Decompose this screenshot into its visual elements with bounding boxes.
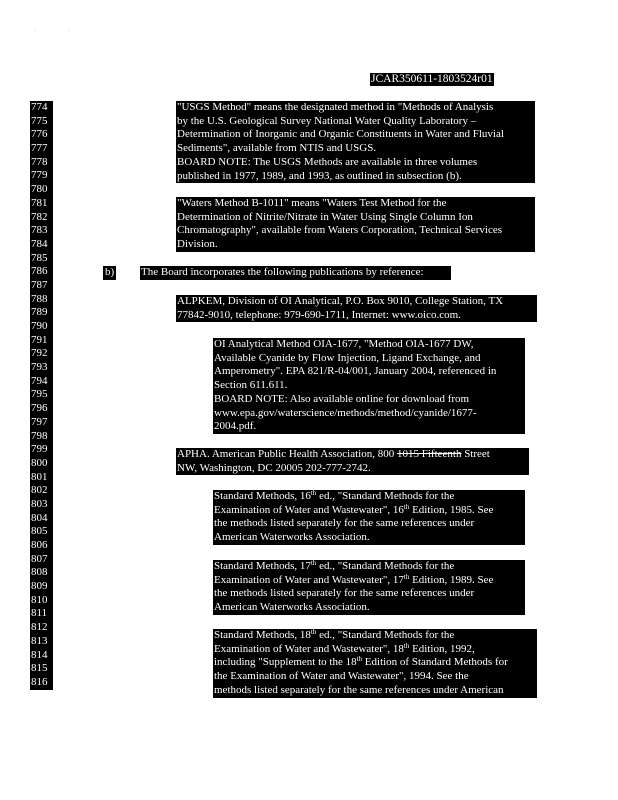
oi-method-entry bbox=[213, 338, 525, 434]
waters-method-definition bbox=[176, 197, 535, 252]
line-number: 806 bbox=[31, 539, 48, 551]
line-number: 805 bbox=[31, 525, 48, 538]
line-number: 801 bbox=[31, 470, 48, 483]
line-number: 803 bbox=[31, 497, 48, 510]
line-number: 793 bbox=[31, 361, 48, 374]
line-number: 775 bbox=[31, 114, 48, 127]
line-number: 791 bbox=[31, 333, 48, 346]
text-line: published in 1977, 1989, and 1993, as outlined in subsection (b). bbox=[177, 169, 462, 182]
standard-methods-18-entry bbox=[213, 629, 537, 698]
line-number: 795 bbox=[31, 388, 48, 401]
alpkem-entry bbox=[176, 295, 537, 322]
text-line: OI Analytical Method OIA-1677, "Method OIA-1677 DW, bbox=[214, 338, 474, 350]
standard-methods-17-entry bbox=[213, 560, 525, 615]
text-line: www.epa.gov/waterscience/methods/method/cyanide/1677- bbox=[214, 406, 477, 419]
text-line: Standard Methods, 17th ed., "Standard Methods for the bbox=[214, 560, 455, 572]
line-number: 816 bbox=[31, 675, 48, 688]
line-number: 782 bbox=[31, 210, 48, 223]
line-number: 811 bbox=[31, 607, 48, 620]
line-number: 780 bbox=[31, 183, 48, 196]
document-id: JCAR350611-1803524r01 bbox=[371, 73, 493, 85]
line-number: 799 bbox=[31, 443, 48, 456]
text-line: Sediments", available from NTIS and USGS. bbox=[177, 142, 377, 155]
text-line: the methods listed separately for the same references under bbox=[214, 517, 475, 530]
text-line: Chromatography", available from Waters Corporation, Technical Services bbox=[177, 224, 502, 237]
line-number: 800 bbox=[31, 456, 48, 469]
line-number: 781 bbox=[31, 196, 48, 209]
line-number: 790 bbox=[31, 320, 48, 332]
text-line: including "Supplement to the 18th Edition of Standard Methods for bbox=[214, 655, 508, 669]
line-number: 809 bbox=[31, 580, 48, 593]
text-line: ALPKEM, Division of OI Analytical, P.O. Box 9010, College Station, TX bbox=[177, 295, 504, 307]
text-line: methods listed separately for the same references under American bbox=[214, 683, 504, 696]
line-number: 810 bbox=[31, 593, 48, 606]
line-number: 797 bbox=[31, 415, 48, 428]
line-number: 802 bbox=[31, 484, 48, 497]
line-number: 778 bbox=[31, 155, 48, 168]
line-number: 789 bbox=[31, 306, 48, 319]
text-line: Standard Methods, 16th ed., "Standard Methods for the bbox=[214, 490, 455, 502]
text-line: the Examination of Water and Wastewater", 1994. See the bbox=[214, 670, 469, 683]
text-line: "USGS Method" means the designated method in "Methods of Analysis bbox=[177, 101, 494, 113]
line-number: 798 bbox=[31, 429, 48, 442]
text-line: Section 611.611. bbox=[214, 379, 288, 392]
line-number: 785 bbox=[31, 251, 48, 264]
line-number: 779 bbox=[31, 169, 48, 182]
line-number: 788 bbox=[31, 292, 48, 305]
text-line bbox=[177, 448, 529, 462]
text-line: American Waterworks Association. bbox=[214, 601, 370, 614]
text-line: 77842-9010, telephone: 979-690-1711, Internet: www.oico.com. bbox=[177, 308, 461, 321]
line-number: 774 bbox=[31, 101, 48, 113]
apha-entry bbox=[176, 448, 529, 475]
scan-specks: · · bbox=[34, 28, 70, 34]
text-line: 2004.pdf. bbox=[214, 420, 257, 433]
line-number: 808 bbox=[31, 566, 48, 579]
line-number: 792 bbox=[31, 347, 48, 360]
text-line: Amperometry". EPA 821/R-04/001, January 2004, referenced in bbox=[214, 365, 497, 378]
text-line: Examination of Water and Wastewater", 16th Edition, 1985. See bbox=[214, 502, 494, 516]
line-number: 804 bbox=[31, 511, 48, 524]
line-number: 815 bbox=[31, 662, 48, 675]
line-number: 776 bbox=[31, 128, 48, 141]
usgs-method-definition bbox=[176, 101, 535, 183]
line-number: 787 bbox=[31, 278, 48, 291]
text-line: NW, Washington, DC 20005 202-777-2742. bbox=[177, 461, 371, 474]
line-number: 813 bbox=[31, 634, 48, 647]
line-number: 814 bbox=[31, 648, 48, 661]
line-number: 777 bbox=[31, 142, 48, 155]
text-line: Determination of Inorganic and Organic Constituents in Water and Fluvial bbox=[177, 128, 504, 141]
text-line: American Waterworks Association. bbox=[214, 531, 370, 544]
text-line: "Waters Method B-1011" means "Waters Test Method for the bbox=[177, 197, 447, 209]
text-line: Available Cyanide by Flow Injection, Ligand Exchange, and bbox=[214, 351, 481, 364]
line-number: 796 bbox=[31, 402, 48, 415]
text-line: by the U.S. Geological Survey National Water Quality Laboratory – bbox=[177, 114, 477, 127]
line-number: 812 bbox=[31, 621, 48, 634]
text-segment: APHA. American Public Health Association, 800 bbox=[177, 448, 397, 460]
line-number: 786 bbox=[31, 265, 48, 278]
text-line: Examination of Water and Wastewater", 17th Edition, 1989. See bbox=[214, 572, 494, 586]
text-line: the methods listed separately for the same references under bbox=[214, 587, 475, 600]
line-number: 783 bbox=[31, 224, 48, 237]
text-line: Division. bbox=[177, 238, 218, 251]
text-segment: Street bbox=[461, 448, 490, 460]
text-line: The Board incorporates the following publications by reference: bbox=[141, 266, 424, 278]
text-line: Examination of Water and Wastewater", 18th Edition, 1992, bbox=[214, 641, 475, 655]
text-line: BOARD NOTE: Also available online for download from bbox=[214, 392, 470, 405]
text-line: Determination of Nitrite/Nitrate in Water Using Single Column Ion bbox=[177, 210, 473, 223]
standard-methods-16-entry bbox=[213, 490, 525, 545]
text-line: BOARD NOTE: The USGS Methods are available in three volumes bbox=[177, 155, 478, 168]
line-number: 807 bbox=[31, 552, 48, 565]
text-line: Standard Methods, 18th ed., "Standard Methods for the bbox=[214, 629, 455, 641]
subsection-intro bbox=[140, 266, 451, 280]
subsection-label: b) bbox=[105, 266, 115, 278]
line-number: 784 bbox=[31, 237, 48, 250]
line-number-column bbox=[30, 101, 53, 690]
line-number: 794 bbox=[31, 374, 48, 387]
struck-text: 1015 Fifteenth bbox=[396, 448, 462, 460]
